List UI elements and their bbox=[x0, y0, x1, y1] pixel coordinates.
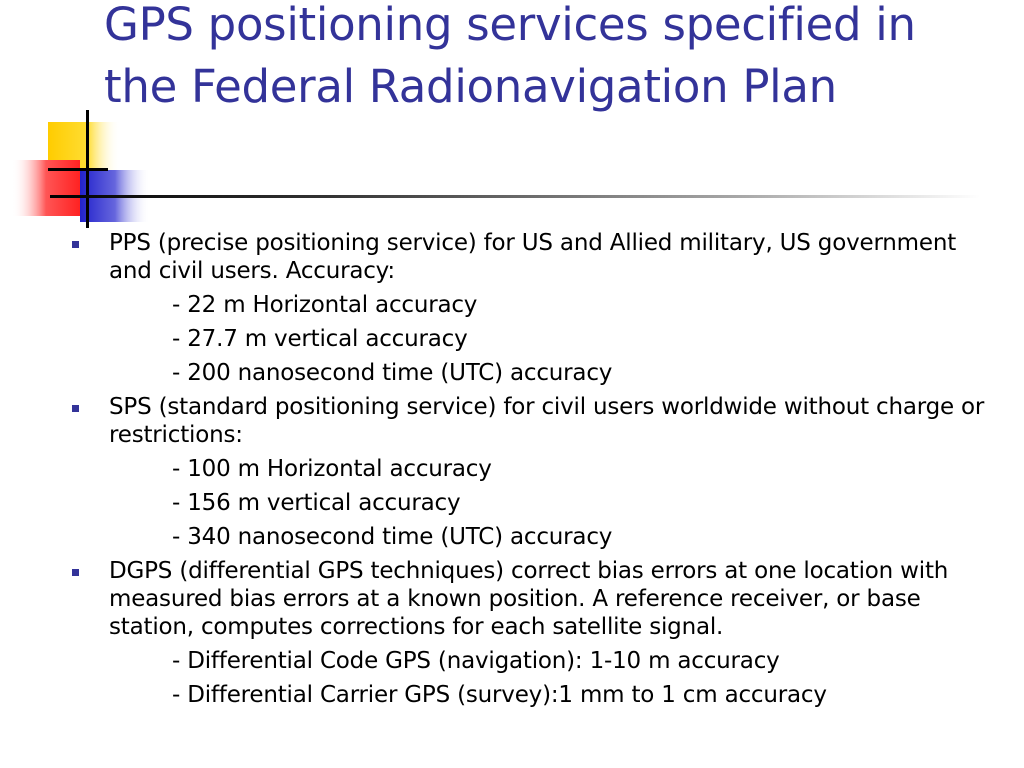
slide-title-line-2: the Federal Radionavigation Plan bbox=[104, 60, 837, 113]
title-divider bbox=[50, 195, 980, 198]
slide-body bbox=[66, 229, 996, 715]
slide-title bbox=[104, 0, 1019, 118]
bullet-text: PPS (precise positioning service) for US and Allied military, US government and civil users. Accuracy: bbox=[109, 230, 957, 284]
sub-item: - 22 m Horizontal accuracy bbox=[172, 292, 478, 318]
slide-title-line-1: GPS positioning services specified in bbox=[104, 0, 916, 51]
sub-item: - 200 nanosecond time (UTC) accuracy bbox=[172, 360, 613, 386]
sub-item: - Differential Code GPS (navigation): 1-10 m accuracy bbox=[172, 648, 780, 674]
bullet-square-icon bbox=[72, 241, 79, 248]
deco-horizontal-line bbox=[48, 168, 108, 171]
sub-item: - 156 m vertical accuracy bbox=[172, 490, 461, 516]
sub-item: - 27.7 m vertical accuracy bbox=[172, 326, 468, 352]
decorative-logo bbox=[0, 100, 200, 230]
bullet-item-sps bbox=[66, 393, 996, 551]
bullet-item-dgps bbox=[66, 557, 996, 709]
sub-item: - 100 m Horizontal accuracy bbox=[172, 456, 492, 482]
sub-item: - Differential Carrier GPS (survey):1 mm to 1 cm accuracy bbox=[172, 682, 827, 708]
bullet-square-icon bbox=[72, 405, 79, 412]
bullet-text: DGPS (differential GPS techniques) correct bias errors at one location with measured bias errors at a known position. A reference receiver, or base station, computes corrections for each satellite signal. bbox=[109, 558, 949, 640]
bullet-text: SPS (standard positioning service) for civil users worldwide without charge or restrictions: bbox=[109, 394, 985, 448]
bullet-item-pps bbox=[66, 229, 996, 387]
bullet-square-icon bbox=[72, 569, 79, 576]
sub-item: - 340 nanosecond time (UTC) accuracy bbox=[172, 524, 613, 550]
